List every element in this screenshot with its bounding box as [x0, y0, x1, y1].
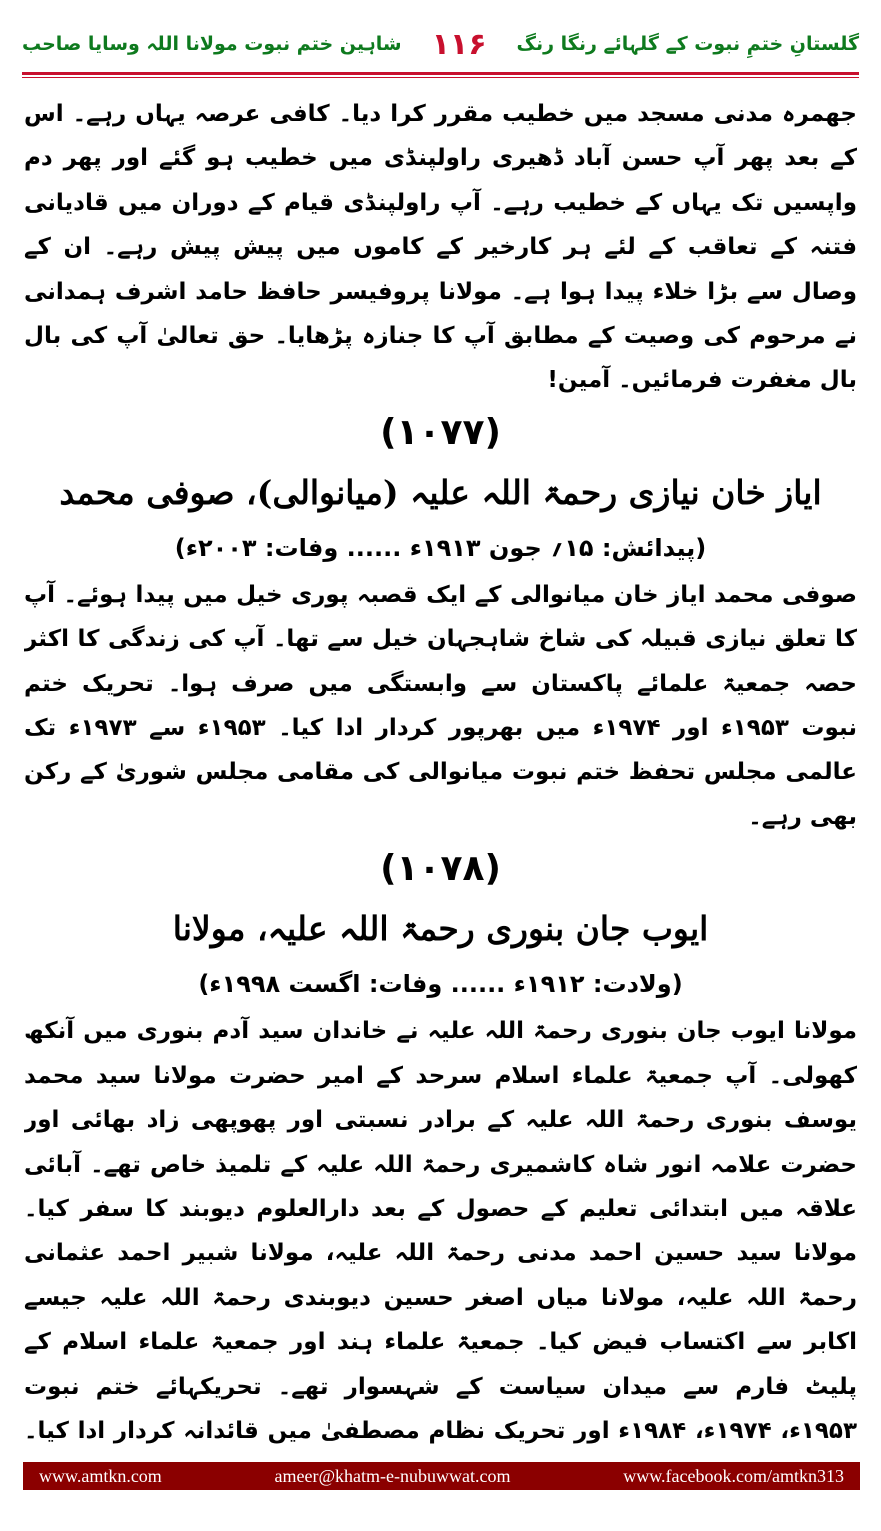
header-rule-thin	[22, 77, 859, 78]
footer-website[interactable]: www.amtkn.com	[39, 1465, 162, 1486]
page-body	[24, 92, 857, 1452]
entry-dates: (پیدائش: ۱۵؍ جون ۱۹۱۳ء ...... وفات: ۲۰۰۳ء)	[174, 533, 707, 562]
paragraph: مولانا ایوب جان بنوری رحمۃ اللہ علیہ نے خاندان سید آدم بنوری میں آنکھ کھولی۔ آپ جمعیۃ علماء اسلام سرحد کے امیر حضرت مولانا سید محمد یوسف بنوری رحمۃ اللہ علیہ کے برادر نسبتی اور پھوپھی زاد بھائی اور حضرت علامہ انور شاہ کاشمیری رحمۃ اللہ علیہ کے تلمیذ خاص تھے۔ آبائی علاقہ میں ابتدائی تعلیم کے حصول کے بعد دارالعلوم دیوبند کا سفر کیا۔ مولانا سید حسین احمد مدنی رحمۃ اللہ علیہ، مولانا شبیر احمد عثمانی رحمۃ اللہ علیہ، مولانا میاں اصغر حسین دیوبندی رحمۃ اللہ علیہ جیسے اکابر سے اکتساب فیض کیا۔ جمعیۃ علماء ہند اور جمعیۃ علماء اسلام کے پلیٹ فارم سے میدان سیاست کے شہسوار تھے۔ تحریکہائے ختم نبوت ۱۹۵۳ء، ۱۹۷۴ء، ۱۹۸۴ء اور تحریک نظام مصطفیٰ میں قائدانہ کردار ادا کیا۔	[24, 1018, 857, 1444]
page-number: ۱۱۶	[431, 26, 487, 62]
entry-number: (۱۰۷۸)	[380, 848, 501, 890]
footer-facebook[interactable]: www.facebook.com/amtkn313	[623, 1465, 844, 1486]
page-header	[22, 22, 859, 66]
entry-number: (۱۰۷۷)	[380, 411, 501, 453]
header-rule	[22, 72, 859, 75]
footer-email[interactable]: ameer@khatm-e-nubuwwat.com	[274, 1465, 511, 1486]
page-footer	[23, 1462, 860, 1490]
entry-title: ایاز خان نیازی رحمۃ اللہ علیہ (میانوالی)، صوفی محمد	[59, 472, 822, 512]
entry-title: ایوب جان بنوری رحمۃ اللہ علیہ، مولانا	[172, 909, 709, 949]
entry-dates: (ولادت: ۱۹۱۲ء ...... وفات: اگست ۱۹۹۸ء)	[198, 970, 683, 999]
paragraph: جھمرہ مدنی مسجد میں خطیب مقرر کرا دیا۔ کافی عرصہ یہاں رہے۔ اس کے بعد پھر آپ حسن آباد ڈھیری راولپنڈی میں خطیب ہو گئے اور پھر دم واپسیں تک یہاں کے خطیب رہے۔ آپ راولپنڈی قیام کے دوران میں قادیانی فتنہ کے تعاقب کے لئے ہر کارخیر کے کاموں میں پیش پیش رہے۔ ان کے وصال سے بڑا خلاء پیدا ہوا ہے۔ مولانا پروفیسر حافظ حامد اشرف ہمدانی نے مرحوم کی وصیت کے مطابق آپ کا جنازہ پڑھایا۔ حق تعالیٰ آپ کی بال بال مغفرت فرمائیں۔ آمین!	[24, 101, 857, 394]
header-left-title: شاہین ختم نبوت مولانا اللہ وسایا صاحب	[22, 33, 402, 55]
paragraph: صوفی محمد ایاز خان میانوالی کے ایک قصبہ پوری خیل میں پیدا ہوئے۔ آپ کا تعلق نیازی قبیلہ کی شاخ شاہجہان خیل سے تھا۔ آپ کی زندگی کا اکثر حصہ جمعیۃ علمائے پاکستان سے وابستگی میں صرف ہوا۔ تحریک ختم نبوت ۱۹۵۳ء اور ۱۹۷۴ء میں بھرپور کردار ادا کیا۔ ۱۹۵۳ء سے ۱۹۷۳ء تک عالمی مجلس تحفظ ختم نبوت میانوالی کی مقامی مجلس شوریٰ کے رکن بھی رہے۔	[24, 581, 857, 830]
header-right-title: گلستانِ ختمِ نبوت کے گلہائے رنگا رنگ	[516, 33, 859, 55]
